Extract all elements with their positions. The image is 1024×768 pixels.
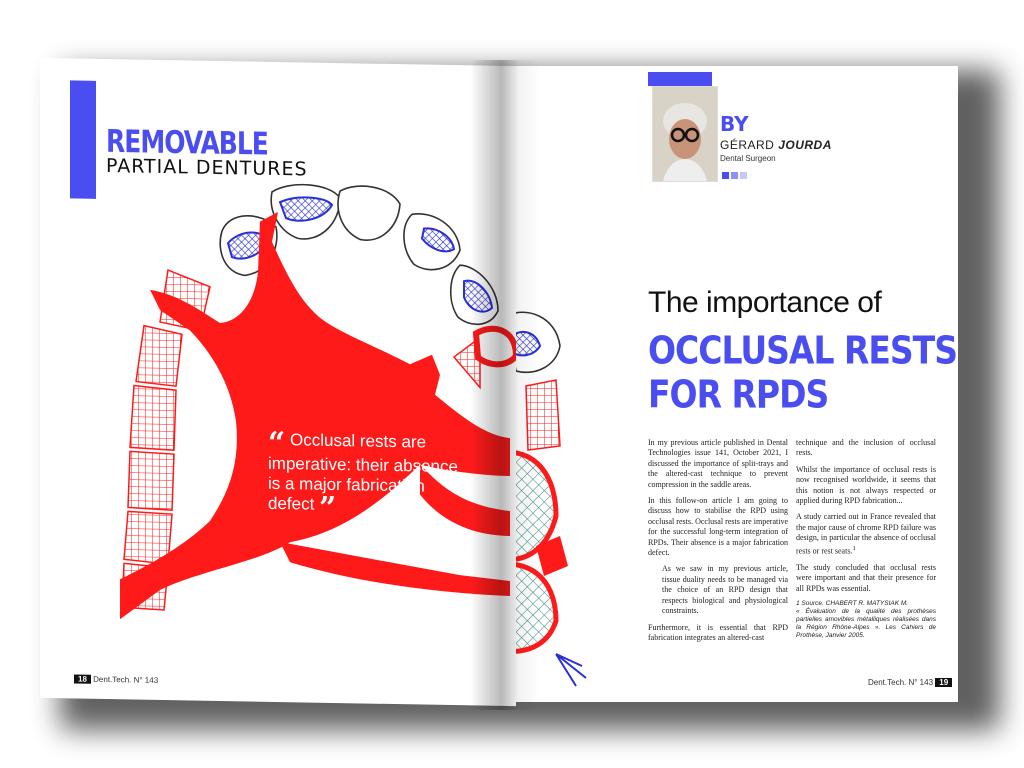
col2-paragraph-2: Whilst the importance of occlusal rests is now recognised worldwide, it seems that this notion is not always respected or applied during RPD fabrication... bbox=[796, 464, 936, 506]
author-name bbox=[720, 138, 832, 152]
pull-quote bbox=[268, 425, 458, 527]
author-role: Dental Surgeon bbox=[720, 154, 776, 163]
section-title: REMOVABLE bbox=[106, 122, 268, 163]
footnote bbox=[796, 600, 936, 640]
article-column-1 bbox=[648, 438, 788, 649]
left-folio bbox=[74, 674, 158, 684]
right-folio-text: Dent.Tech. N° 143 bbox=[868, 678, 934, 687]
author-photo bbox=[652, 86, 718, 182]
left-page-number: 18 bbox=[74, 674, 91, 683]
retention-wire bbox=[556, 654, 586, 686]
section-subtitle: PARTIAL DENTURES bbox=[106, 154, 308, 181]
decor-square-1 bbox=[722, 172, 729, 179]
author-portrait bbox=[653, 87, 717, 181]
quote-open-mark: “ bbox=[268, 425, 286, 462]
decor-square-3 bbox=[740, 172, 747, 179]
right-folio bbox=[868, 678, 952, 687]
headline-line-3: FOR RPDS bbox=[648, 372, 829, 417]
rpd-framework-illustration bbox=[40, 58, 516, 706]
right-page bbox=[516, 66, 958, 702]
col2-paragraph-3 bbox=[796, 512, 936, 556]
left-page bbox=[40, 58, 516, 706]
quote-close-mark: ” bbox=[319, 490, 337, 527]
headline-line-2: OCCLUSAL RESTS bbox=[648, 328, 957, 373]
col1-paragraph-1: In my previous article published in Dental Technologies issue 141, October 2021, I discussed the importance of split-trays and the altered-cast technique to prevent compression in the saddle areas. bbox=[648, 438, 788, 489]
col1-paragraph-4: Furthermore, it is essential that RPD fabrication integrates an altered-cast bbox=[648, 622, 788, 642]
col1-paragraph-3: As we saw in my previous article, tissue duality needs to be managed via the choice of an RPD design that respects biological and physiological constraints. bbox=[662, 564, 788, 616]
pull-quote-text: Occlusal rests are imperative: their absence is a major fabrication defect bbox=[268, 430, 458, 514]
byline-label: BY bbox=[720, 112, 749, 136]
col2-paragraph-3-text: A study carried out in France revealed that the major cause of chrome RPD failure was design, in particular the absence of occlusal rests or rest seats. bbox=[796, 512, 936, 556]
article-column-2 bbox=[796, 438, 936, 640]
col1-paragraph-2: In this follow-on article I am going to discuss how to stabilise the RPD using occlusal rests. Occlusal rests are imperative for the successful long-term integration of RPDs. Their absence is a major fabrication defect. bbox=[648, 496, 788, 558]
spine-gutter bbox=[470, 60, 540, 710]
left-folio-text: Dent.Tech. N° 143 bbox=[93, 674, 159, 685]
author-last-name: JOURDA bbox=[778, 138, 832, 152]
footnote-marker: 1 bbox=[852, 544, 856, 552]
right-page-number: 19 bbox=[935, 678, 952, 687]
metal-framework bbox=[120, 209, 510, 626]
footnote-reference: 1 Source. CHABERT R. MATYSIAK M. bbox=[796, 599, 909, 607]
headline-line-1: The importance of bbox=[648, 286, 882, 319]
author-first-name: GÉRARD bbox=[720, 138, 775, 152]
author-accent-bar bbox=[648, 72, 712, 86]
decor-square-2 bbox=[731, 172, 738, 179]
col2-paragraph-4: The study concluded that occlusal rests were important and that their presence for all RPDs was essential. bbox=[796, 562, 936, 593]
footnote-body: « Évaluation de la qualité des prothèses partielles amovibles métalliques réalisées dans la Région Rhône-Alpes ». Les Cahiers de Prothèse, Janvier 2005. bbox=[796, 607, 936, 639]
col2-paragraph-1: technique and the inclusion of occlusal rests. bbox=[796, 438, 936, 458]
